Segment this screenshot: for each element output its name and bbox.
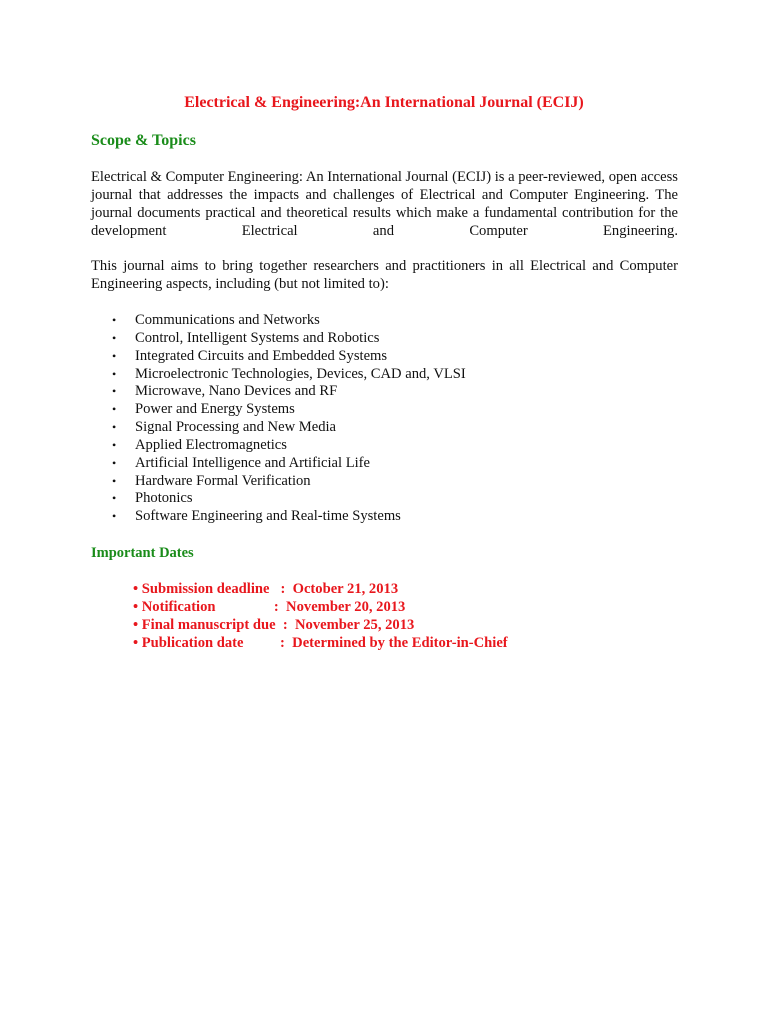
topic-item <box>91 383 678 401</box>
bullet-icon: • <box>112 455 117 470</box>
topic-item <box>91 366 678 384</box>
date-submission-deadline: • Submission deadline : October 21, 2013 <box>133 581 399 597</box>
topic-label: Artificial Intelligence and Artificial Life <box>135 454 371 471</box>
date-final-manuscript: • Final manuscript due : November 25, 2013 <box>133 616 415 633</box>
topic-item <box>91 348 678 366</box>
bullet-icon: • <box>112 491 117 506</box>
bullet-icon: • <box>112 420 117 435</box>
topic-label: Photonics <box>135 490 193 507</box>
scope-paragraph-aims: This journal aims to bring together researchers and practitioners in all Electrical and Computer Engineering aspects, including (but not limited to): <box>91 258 678 292</box>
topic-label: Hardware Formal Verification <box>135 472 311 489</box>
bullet-icon: • <box>112 313 117 327</box>
bullet-icon: • <box>112 384 117 399</box>
date-publication: • Publication date : Determined by the Editor-in-Chief <box>133 634 508 651</box>
topic-item <box>91 508 678 526</box>
topic-label: Integrated Circuits and Embedded Systems <box>135 347 388 364</box>
scope-heading: Scope & Topics <box>91 132 196 149</box>
topic-item <box>91 490 678 508</box>
topic-label: Communications and Networks <box>135 312 320 328</box>
bullet-icon: • <box>112 366 117 381</box>
bullet-icon: • <box>112 437 117 452</box>
journal-title: Electrical & Engineering:An International Journal (ECIJ) <box>184 94 584 111</box>
topic-label: Control, Intelligent Systems and Robotics <box>135 329 380 346</box>
topic-item <box>91 437 678 455</box>
topic-label: Applied Electromagnetics <box>135 436 287 453</box>
topics-list <box>91 312 678 526</box>
topic-item <box>91 419 678 437</box>
topic-label: Software Engineering and Real-time Systems <box>135 508 401 525</box>
topic-item <box>91 473 678 491</box>
topic-item <box>91 330 678 348</box>
date-notification: • Notification : November 20, 2013 <box>133 598 406 615</box>
bullet-icon: • <box>112 509 117 524</box>
topic-item <box>91 401 678 419</box>
topic-item <box>91 455 678 473</box>
topic-label: Power and Energy Systems <box>135 401 295 418</box>
scope-paragraph-intro: Electrical & Computer Engineering: An International Journal (ECIJ) is a peer-reviewed, open access journal that addresses the impacts and challenges of Electrical and Computer Engineering. The journal documents practical and theoretical results which make a fundamental contribution for the development Electrical and Computer Engineering. <box>91 169 678 239</box>
bullet-icon: • <box>112 473 117 488</box>
topic-label: Microelectronic Technologies, Devices, CAD and, VLSI <box>135 365 466 382</box>
important-dates-list <box>133 581 508 653</box>
bullet-icon: • <box>112 330 117 345</box>
important-dates-heading: Important Dates <box>91 545 194 561</box>
topic-item <box>91 312 678 330</box>
bullet-icon: • <box>112 348 117 363</box>
topic-label: Signal Processing and New Media <box>135 419 337 436</box>
topic-label: Microwave, Nano Devices and RF <box>135 383 338 400</box>
bullet-icon: • <box>112 402 117 417</box>
